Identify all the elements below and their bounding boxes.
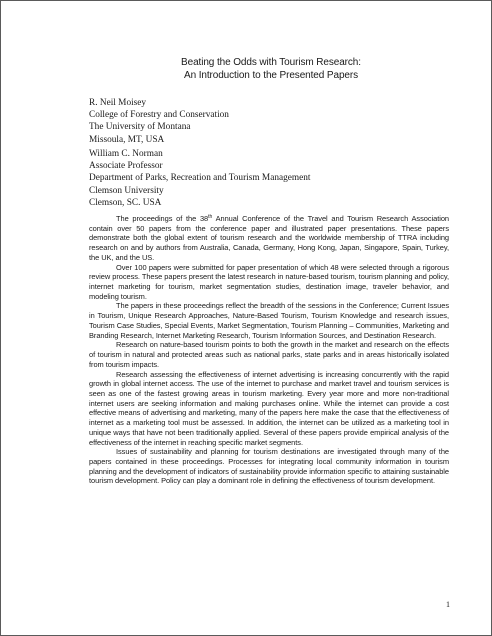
paragraph-6: Issues of sustainability and planning for tourism destinations are investigated through many of the papers contained in these proceedings. Processes for integrating local community information in tourism planning and the development of indicators of sustainability provide information specific to attaining sustainable tourism development. Policy can play a dominant role in defining the effectiveness of tourism development.	[89, 447, 449, 486]
body-text	[89, 214, 449, 486]
paragraph-3: The papers in these proceedings reflect the breadth of the sessions in the Conference; Current Issues in Tourism, Unique Research Approaches, Nature-Based Tourism, Tourism Knowledge and research issues, Tourism Case Studies, Special Events, Market Segmentation, Tourism Planning – Communities, Marketing and Branding Research, Internet Marketing Research, Tourism Information Sources, and Destination Research.	[89, 301, 449, 340]
author-2-name: William C. Norman	[89, 149, 163, 159]
paragraph-5: Research assessing the effectiveness of internet advertising is increasing concurrently with the rapid growth in global internet access. The use of the internet to purchase and market travel and tourism services is seen as one of the fastest growing areas in tourism marketing. Every year more and more non-traditional internet users are seeking information and making purchases online. While the internet can provide a cost effective means of advertising and marketing, many of the papers here make the case that the effectiveness of internet as a marketing tool must be assessed. In addition, the internet can be utilized as a marketing tool in unique ways that have not been traditionally applied. Several of these papers provide empirical analysis of the effectiveness of the internet in reaching specific market segments.	[89, 369, 449, 447]
title-line-2: An Introduction to the Presented Papers	[184, 70, 358, 81]
author-1-location: Missoula, MT, USA	[89, 134, 165, 145]
author-block-1	[89, 97, 469, 146]
paragraph-1-rest: Annual Conference of the Travel and Tourism Research Association contain over 50 papers from the conference paper and illustrated paper presentations. These papers demonstrate both the global extent of tourism research and the worldwide membership of TTRA including research on and by authors from Australia, Canada, Germany, Hong Kong, Japan, Singapore, Spain, Turkey, the UK, and the US.	[89, 214, 449, 262]
title-line-1: Beating the Odds with Tourism Research:	[181, 57, 361, 68]
page-number: 1	[446, 600, 450, 609]
author-1-name: R. Neil Moisey	[89, 98, 147, 108]
author-block-2	[89, 148, 469, 209]
author-2-title: Associate Professor	[89, 161, 163, 172]
paragraph-1	[89, 214, 449, 263]
paragraph-4: Research on nature-based tourism points to both the growth in the market and research on the effects of tourism in natural and protected areas such as national parks, state parks and in areas historically isolated from tourism impacts.	[89, 340, 449, 369]
paragraph-2: Over 100 papers were submitted for paper presentation of which 48 were selected through a rigorous review process. These papers present the latest research in nature-based tourism, tourism planning and policy, internet marketing for tourism, market segmentation studies, destination image, traveler behavior, and modeling tourism.	[89, 262, 449, 301]
author-1-dept: College of Forestry and Conservation	[89, 110, 229, 121]
paragraph-1-start: The proceedings of the 38	[116, 214, 209, 223]
author-2-org: Clemson University	[89, 185, 164, 196]
author-1-org: The University of Montana	[89, 122, 191, 133]
author-2-dept: Department of Parks, Recreation and Tourism Management	[89, 173, 311, 184]
author-2-location: Clemson, SC. USA	[89, 197, 162, 208]
ordinal-superscript: th	[208, 214, 213, 220]
